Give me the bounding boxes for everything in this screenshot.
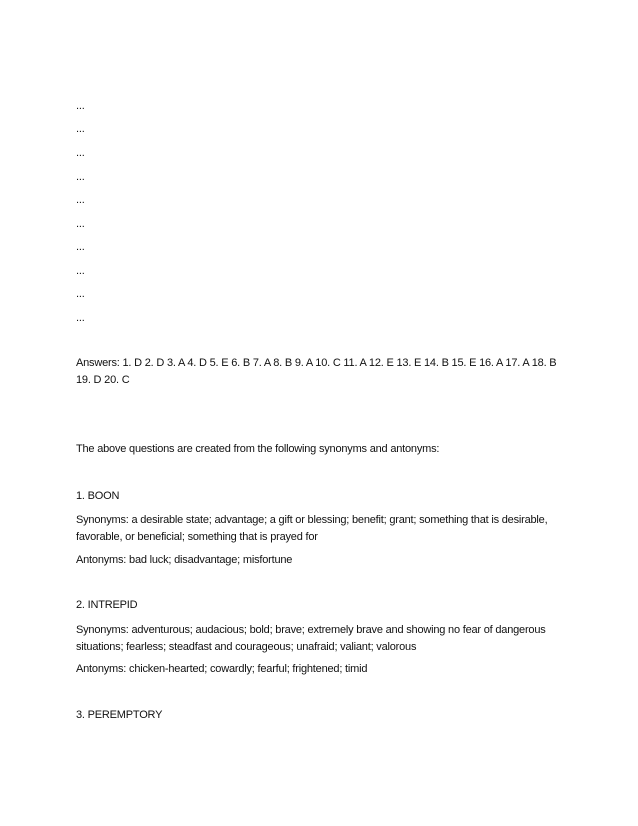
entry-heading: 1. BOON [76, 490, 120, 502]
entry-heading: 3. PEREMPTORY [76, 709, 163, 721]
intro-paragraph: The above questions are created from the following synonyms and antonyms: [76, 443, 440, 455]
answers-paragraph: Answers: 1. D 2. D 3. A 4. D 5. E 6. B 7. A 8. B 9. A 10. C 11. A 12. E 13. E 14. B 15. E 16. A 17. A 18. B 19. D 20. C [76, 357, 557, 386]
ellipsis-line: ... [76, 147, 85, 159]
ellipsis-line: ... [76, 288, 85, 300]
ellipsis-line: ... [76, 100, 85, 112]
ellipsis-line: ... [76, 194, 85, 206]
ellipsis-line: ... [76, 241, 85, 253]
entry-antonyms: Antonyms: bad luck; disadvantage; misfortune [76, 554, 293, 566]
entry-antonyms: Antonyms: chicken-hearted; cowardly; fearful; frightened; timid [76, 663, 368, 675]
ellipsis-line: ... [76, 265, 85, 277]
ellipsis-line: ... [76, 171, 85, 183]
ellipsis-line: ... [76, 218, 85, 230]
entry-heading: 2. INTREPID [76, 599, 138, 611]
ellipsis-line: ... [76, 123, 85, 135]
ellipsis-line: ... [76, 312, 85, 324]
entry-synonyms: Synonyms: adventurous; audacious; bold; brave; extremely brave and showing no fear of dangerous situations; fearless; steadfast and courageous; unafraid; valiant; valorous [76, 624, 546, 653]
entry-synonyms: Synonyms: a desirable state; advantage; a gift or blessing; benefit; grant; something that is desirable, favorable, or beneficial; something that is prayed for [76, 514, 548, 543]
